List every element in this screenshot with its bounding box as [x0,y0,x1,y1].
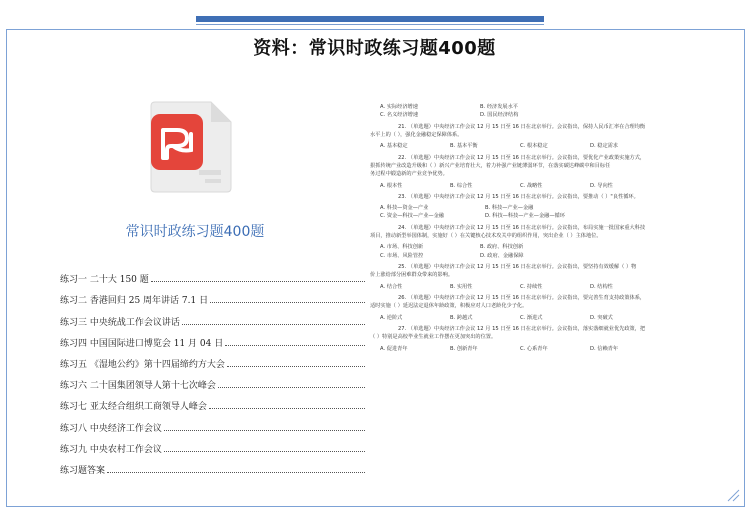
corner-fold-icon [726,488,740,502]
question-item [370,325,670,353]
answer-option: B. 基本平衡 [450,143,478,150]
question-preview [370,100,670,356]
pdf-document-icon[interactable] [147,100,235,196]
answer-option: A. 科技—资金—产业 [380,205,429,212]
answer-option: B. 科技—产业—金融 [485,205,534,212]
answer-option: A. 实际经济增速 [380,104,418,110]
answer-option: C. 根本稳定 [520,143,548,150]
answer-option: C. 资金—科技—产业—金融 [380,213,444,220]
question-stem: 22. （单选题）中央经济工作会议 12 月 15 日至 16 日在北京举行。会议指出，要优化产业政策实施方式， [398,154,646,161]
answer-option: D. 稳定需求 [590,143,619,150]
table-of-contents [60,264,365,476]
answer-option: D. 突破式 [590,314,613,321]
page-title: 资料：常识时政练习题400题 [253,38,496,59]
answer-option: C. 心系青年 [520,345,548,352]
toc-item[interactable]: 练习四 中国国际进口博览会 11 月 04 日 [60,328,365,349]
question-stem-cont: 项目，推动新型举国体制，实施好（ ）在关键核心技术攻关中的组织作用，突出企业（ ）主体地位。 [370,233,602,240]
question-item [370,294,670,322]
toc-item[interactable]: 练习题答案 [60,455,365,476]
toc-item[interactable]: 练习九 中央农村工作会议 [60,434,365,455]
question-stem-cont: （ ）特别是高校毕业生就业工作摆在更加突出的位置。 [370,334,497,341]
question-stem: 27. （单选题）中央经济工作会议 12 月 15 日至 16 日在北京举行。会议指出，落实落细就业优先政策，把 [398,325,646,332]
top-accent-bar [196,16,544,22]
question-item [370,154,670,190]
answer-option: B. 经济发展水平 [480,104,518,110]
question-stem-cont: 价上涨给部分困难群众带来的影响。 [370,272,454,279]
question-item [370,193,670,221]
answer-option: C. 战略性 [520,182,543,189]
answer-option: B. 综合性 [450,182,473,189]
document-title: 常识时政练习题400题 [125,224,265,240]
answer-option: C. 渐进式 [520,314,543,321]
answer-option: A. 市场、科技创新 [380,244,424,251]
toc-item[interactable]: 练习二 香港回归 25 周年讲话 7.1 日 [60,285,365,306]
answer-option: A. 根本性 [380,182,403,189]
answer-option: A. 基本稳定 [380,143,408,150]
top-accent-line [196,24,544,25]
answer-option: A. 逆阶式 [380,314,403,321]
question-item [370,103,670,120]
toc-item[interactable]: 练习八 中央经济工作会议 [60,412,365,433]
answer-option: D. 国民经济结构 [480,112,519,119]
answer-option: D. 导向性 [590,182,613,189]
answer-option: C. 持续性 [520,283,543,290]
question-stem: 25. （单选题）中央经济工作会议 12 月 15 日至 16 日在北京举行。会议指出，要坚持有效缓解（ ）物 [398,264,637,270]
toc-item[interactable]: 练习七 亚太经合组织工商领导人峰会 [60,391,365,412]
question-stem: 21. （单选题）中央经济工作会议 12 月 15 日至 16 日在北京举行。会议指出，保持人民币汇率在合理均衡 [398,123,646,130]
toc-item[interactable]: 练习三 中央统战工作会议讲话 [60,306,365,327]
question-stem-cont: 水平上的（ ），强化金融稳定保障体系。 [370,131,463,138]
question-item [370,224,670,260]
toc-item[interactable]: 练习六 二十国集团领导人第十七次峰会 [60,370,365,391]
question-stem: 23. （单选题）中央经济工作会议 12 月 15 日至 16 日在北京举行。会议指出，要推动（ ）"良性循环。 [398,193,639,200]
answer-option: D. 政府、金融保障 [480,252,524,259]
question-stem: 24. （单选题）中央经济工作会议 12 月 15 日至 16 日在北京举行。会议指出，布局实施一批国家重大科技 [398,224,646,231]
toc-item[interactable]: 练习五 《湿地公约》第十四届缔约方大会 [60,349,365,370]
answer-option: B. 创新青年 [450,345,478,352]
question-item [370,123,670,151]
answer-option: B. 跨越式 [450,314,473,321]
toc-item[interactable]: 练习一 二十大 150 题 [60,264,365,285]
question-stem-cont: 适时实施（ ）延迟法定退休年龄政策，积极应对人口老龄化少子化。 [370,303,528,310]
answer-option: B. 政府、科技创新 [480,244,524,251]
answer-option: A. 结合性 [380,283,403,290]
answer-option: D. 信赖青年 [590,345,619,352]
answer-option: D. 科技—科技—产业—金融—循环 [485,213,565,220]
answer-option: C. 市场、风险管控 [380,252,424,259]
question-item [370,263,670,291]
answer-option: A. 促进青年 [380,345,408,352]
question-stem-cont: 务过程中锻造新的产业竞争优势。 [370,171,448,178]
answer-option: D. 结构性 [590,283,613,290]
question-stem-cont: 狠抓传统产业改造升级和（ ）新兴产业培育壮大，着力补强产业链薄弱环节，在落实碳达峰碳中和目标任 [370,162,611,169]
answer-option: B. 实用性 [450,283,473,290]
question-stem: 26. （单选题）中央经济工作会议 12 月 15 日至 16 日在北京举行。会议指出，要完善生育支持政策体系， [398,294,646,301]
answer-option: C. 名义经济增速 [380,112,419,119]
